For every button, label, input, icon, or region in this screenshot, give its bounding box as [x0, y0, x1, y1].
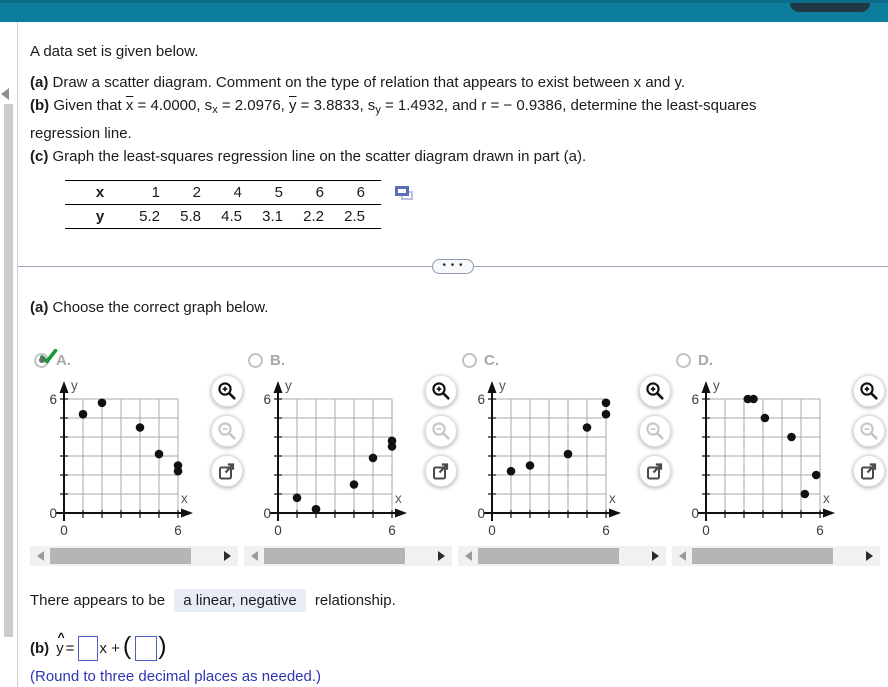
- option-label: D.: [698, 351, 713, 369]
- part-b-equation: [30, 629, 888, 663]
- option-radio[interactable]: [462, 353, 477, 368]
- close-paren: ): [158, 632, 167, 660]
- data-table-block: [65, 180, 888, 229]
- scrollbar-track[interactable]: [690, 548, 862, 564]
- svg-text:x: x: [823, 491, 830, 506]
- graph-tools: [211, 375, 243, 495]
- scatter-graph: [30, 377, 208, 543]
- open-in-new-icon: [645, 461, 665, 481]
- section-divider: [18, 259, 888, 274]
- option-radio[interactable]: [34, 353, 49, 368]
- magnifier-plus-icon: [217, 381, 237, 401]
- zoom-in-button[interactable]: [853, 375, 885, 407]
- svg-text:y: y: [713, 378, 720, 393]
- scrollbar-thumb[interactable]: [264, 548, 405, 564]
- option-header: [248, 349, 458, 371]
- scroll-left-icon[interactable]: [679, 551, 686, 561]
- table-cell: 1: [151, 184, 160, 201]
- graph-scrollbar[interactable]: [672, 546, 880, 566]
- svg-text:y: y: [499, 378, 506, 393]
- graph-tools: [853, 375, 885, 495]
- scrollbar-thumb[interactable]: [50, 548, 191, 564]
- table-row: x 1 2 4 5 6 6: [65, 181, 381, 205]
- scroll-left-icon[interactable]: [465, 551, 472, 561]
- top-bar: [0, 0, 888, 22]
- conclusion-line: [30, 592, 888, 609]
- svg-text:6: 6: [49, 392, 57, 407]
- table-row: y 5.2 5.8 4.5 3.1 2.2 2.5: [65, 205, 381, 229]
- table-cell: 6: [356, 184, 365, 201]
- question-help-tab[interactable]: [790, 3, 870, 12]
- part-a-text: Draw a scatter diagram. Comment on the type of relation that appears to exist between x and y.: [52, 74, 686, 91]
- conclusion-after: relationship.: [314, 592, 396, 609]
- table-cell: 2.2: [303, 208, 324, 225]
- svg-text:0: 0: [488, 523, 496, 538]
- zoom-out-button[interactable]: [853, 415, 885, 447]
- problem-part-b: [30, 94, 888, 122]
- magnifier-plus-icon: [431, 381, 451, 401]
- svg-text:x: x: [181, 491, 188, 506]
- correct-check-icon: [40, 349, 58, 364]
- svg-text:x: x: [395, 491, 402, 506]
- table-cell: 6: [315, 184, 324, 201]
- table-cell: 2: [192, 184, 201, 201]
- option-header: [676, 349, 886, 371]
- scrollbar-thumb[interactable]: [478, 548, 619, 564]
- svg-text:6: 6: [691, 392, 699, 407]
- intercept-input[interactable]: [135, 636, 157, 661]
- zoom-out-button[interactable]: [425, 415, 457, 447]
- y-hat-symbol: ^ y: [56, 629, 65, 657]
- copy-icon-front: [395, 186, 409, 196]
- scatter-graph: [244, 377, 422, 543]
- option-header: [34, 349, 244, 371]
- svg-text:y: y: [285, 378, 292, 393]
- problem-part-c: [30, 145, 888, 168]
- conclusion-before: There appears to be: [30, 592, 166, 609]
- table-cell: 5.8: [180, 208, 201, 225]
- graph-scrollbar[interactable]: [244, 546, 452, 566]
- scroll-right-icon[interactable]: [866, 551, 873, 561]
- section-a-text: Choose the correct graph below.: [52, 299, 269, 316]
- magnifier-plus-icon: [645, 381, 665, 401]
- svg-text:0: 0: [263, 506, 271, 521]
- scrollbar-track[interactable]: [48, 548, 220, 564]
- table-cell: 2.5: [344, 208, 365, 225]
- open-in-new-icon: [431, 461, 451, 481]
- zoom-in-button[interactable]: [639, 375, 671, 407]
- svg-text:6: 6: [263, 392, 271, 407]
- option-label: C.: [484, 351, 499, 369]
- part-c-prefix: (c): [30, 148, 49, 165]
- table-cell: 5.2: [139, 208, 160, 225]
- scroll-right-icon[interactable]: [224, 551, 231, 561]
- graph-option: [244, 349, 458, 566]
- scatter-graph: [458, 377, 636, 543]
- table-cell: 3.1: [262, 208, 283, 225]
- magnifier-minus-icon: [859, 421, 879, 441]
- option-radio[interactable]: [676, 353, 691, 368]
- question-content: [18, 22, 888, 687]
- enlarge-graph-button[interactable]: [639, 455, 671, 487]
- svg-text:x: x: [609, 491, 616, 506]
- svg-text:6: 6: [602, 523, 610, 538]
- svg-text:0: 0: [60, 523, 68, 538]
- panel-scrollbar[interactable]: [4, 104, 13, 637]
- svg-text:y: y: [71, 378, 78, 393]
- scrollbar-track[interactable]: [476, 548, 648, 564]
- problem-part-a: [30, 71, 888, 94]
- part-b-text: Given that $\overline{x} = 4.0000$, $s_x = 2.0976$, $\overline{y} = 3.8833$, $s_y = 1.4932$, and r = − 0.9386, determine the least-squares: [53, 97, 757, 116]
- svg-text:0: 0: [691, 506, 699, 521]
- magnifier-minus-icon: [217, 421, 237, 441]
- scroll-left-icon[interactable]: [251, 551, 258, 561]
- graph-option: [672, 349, 886, 566]
- svg-text:0: 0: [702, 523, 710, 538]
- svg-text:0: 0: [477, 506, 485, 521]
- collapse-arrow-icon[interactable]: [1, 88, 9, 100]
- scroll-right-icon[interactable]: [652, 551, 659, 561]
- table-cell: 4: [233, 184, 242, 201]
- svg-text:0: 0: [49, 506, 57, 521]
- open-in-new-icon: [217, 461, 237, 481]
- left-rail: [0, 22, 18, 687]
- equals-sign: =: [65, 639, 75, 657]
- part-c-text: Graph the least-squares regression line on the scatter diagram drawn in part (a).: [52, 148, 587, 165]
- magnifier-minus-icon: [431, 421, 451, 441]
- svg-text:6: 6: [816, 523, 824, 538]
- svg-text:6: 6: [388, 523, 396, 538]
- enlarge-graph-button[interactable]: [853, 455, 885, 487]
- equation-prefix: (b): [30, 639, 50, 657]
- ellipsis-dots: • • •: [442, 260, 464, 271]
- relationship-answer[interactable]: a linear, negative: [174, 589, 305, 612]
- open-paren: (: [122, 632, 132, 660]
- zoom-in-button[interactable]: [425, 375, 457, 407]
- option-radio[interactable]: [248, 353, 263, 368]
- x-plus-text: x +: [99, 639, 120, 657]
- graph-option: [30, 349, 244, 566]
- part-a-prefix: (a): [30, 74, 49, 91]
- table-cell: 4.5: [221, 208, 242, 225]
- zoom-in-button[interactable]: [211, 375, 243, 407]
- slope-input[interactable]: [78, 636, 98, 661]
- section-a-prefix: (a): [30, 299, 49, 316]
- scrollbar-track[interactable]: [262, 548, 434, 564]
- zoom-out-button[interactable]: [639, 415, 671, 447]
- scroll-left-icon[interactable]: [37, 551, 44, 561]
- svg-text:6: 6: [477, 392, 485, 407]
- svg-text:6: 6: [174, 523, 182, 538]
- zoom-out-button[interactable]: [211, 415, 243, 447]
- option-label: A.: [56, 351, 71, 369]
- enlarge-graph-button[interactable]: [211, 455, 243, 487]
- part-b-prefix: (b): [30, 97, 50, 114]
- graph-tools: [425, 375, 457, 495]
- open-in-new-icon: [859, 461, 879, 481]
- hat-accent: ^: [57, 629, 65, 644]
- expand-steps-button[interactable]: [432, 259, 474, 274]
- scrollbar-thumb[interactable]: [692, 548, 833, 564]
- option-header: [462, 349, 672, 371]
- svg-text:0: 0: [274, 523, 282, 538]
- table-cell: 5: [274, 184, 283, 201]
- magnifier-minus-icon: [645, 421, 665, 441]
- rounding-note: (Round to three decimal places as needed.): [30, 668, 322, 685]
- graph-options: [30, 349, 888, 566]
- section-a-prompt: [30, 296, 888, 319]
- graph-option: [458, 349, 672, 566]
- magnifier-plus-icon: [859, 381, 879, 401]
- scroll-right-icon[interactable]: [438, 551, 445, 561]
- problem-intro: A data set is given below.: [30, 43, 199, 60]
- copy-data-icon[interactable]: [395, 186, 415, 202]
- option-label: B.: [270, 351, 285, 369]
- problem-part-b-cont: regression line.: [30, 125, 132, 142]
- graph-scrollbar[interactable]: [30, 546, 238, 566]
- enlarge-graph-button[interactable]: [425, 455, 457, 487]
- scatter-graph: [672, 377, 850, 543]
- graph-tools: [639, 375, 671, 495]
- graph-scrollbar[interactable]: [458, 546, 666, 566]
- data-table: [65, 180, 381, 229]
